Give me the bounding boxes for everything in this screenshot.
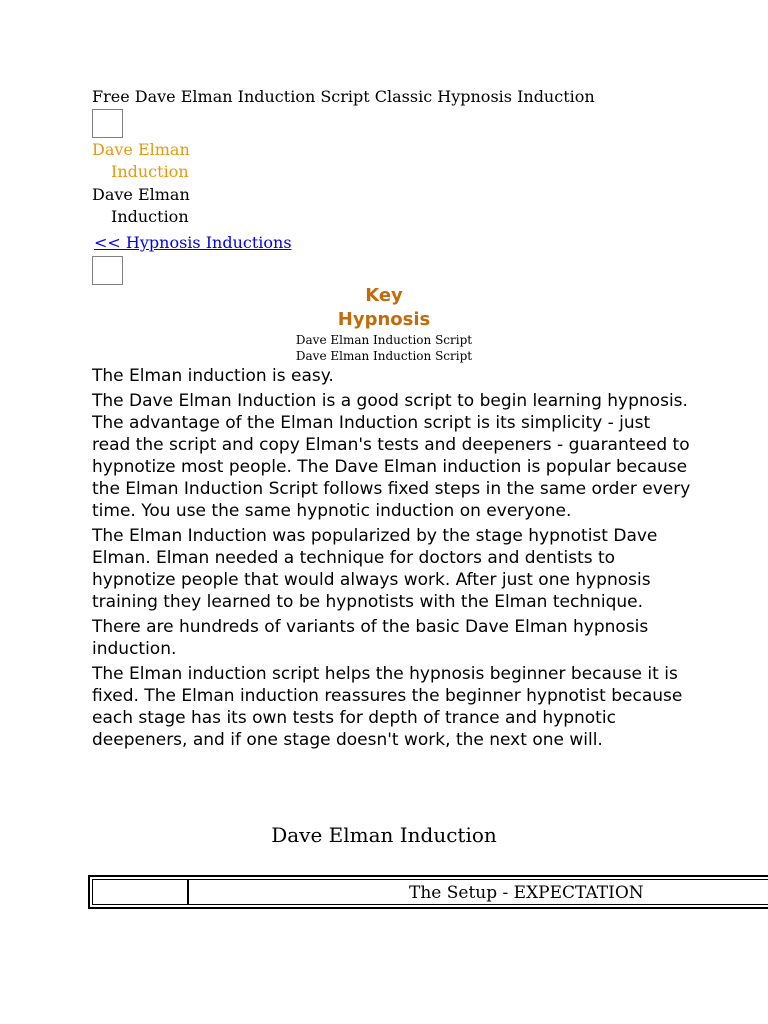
article-paragraph: The Dave Elman Induction is a good script to begin learning hypnosis. The advantage of the Elman Induction script is its simplicity - just read the script and copy Elman's tests and deepeners - guaranteed to hypnotize most people. The Dave Elman induction is popular because the Elman Induction Script follows fixed steps in the same order every time. You use the same hypnotic induction on everyone. xyxy=(92,391,691,521)
nav-item-dave-elman-induction-active[interactable] xyxy=(92,139,190,183)
nav-item-label: Induction xyxy=(111,207,189,226)
nav-item-label: Dave Elman xyxy=(92,140,190,159)
nav-item-dave-elman-induction xyxy=(92,184,190,228)
table-row-label: The Setup - EXPECTATION xyxy=(409,883,644,903)
article-paragraph: There are hundreds of variants of the basic Dave Elman hypnosis induction. xyxy=(92,617,649,659)
article-body xyxy=(92,365,692,754)
article-paragraph: The Elman induction script helps the hypnosis beginner because it is fixed. The Elman induction reassures the beginner hypnotist because each stage has its own tests for depth of trance and hypnotic deepeners, and if one stage doesn't work, the next one will. xyxy=(92,664,683,750)
article-paragraph: The Elman Induction was popularized by the stage hypnotist Dave Elman. Elman needed a technique for doctors and dentists to hypnotize people that would always work. After just one hypnosis training they learned to be hypnotists with the Elman technique. xyxy=(92,526,658,612)
table-cell-step xyxy=(93,880,189,904)
site-brand xyxy=(0,284,768,332)
section-heading: Dave Elman Induction xyxy=(271,823,497,847)
page-title: Free Dave Elman Induction Script Classic Hypnosis Induction xyxy=(92,87,595,106)
table-row xyxy=(92,879,768,905)
broken-image-placeholder xyxy=(92,256,123,285)
brand-line: Hypnosis xyxy=(337,309,431,330)
brand-caption: Dave Elman Induction Script xyxy=(295,333,473,347)
induction-steps-table xyxy=(88,875,768,909)
nav-item-label: Induction xyxy=(111,162,189,181)
article-paragraph: The Elman induction is easy. xyxy=(92,366,334,386)
hypnosis-inductions-back-link[interactable]: << Hypnosis Inductions xyxy=(94,233,292,252)
nav-item-label: Dave Elman xyxy=(92,185,190,204)
broken-image-placeholder xyxy=(92,109,123,138)
table-cell-title xyxy=(189,880,768,904)
brand-caption: Dave Elman Induction Script xyxy=(295,349,473,363)
brand-line: Key xyxy=(365,285,403,306)
